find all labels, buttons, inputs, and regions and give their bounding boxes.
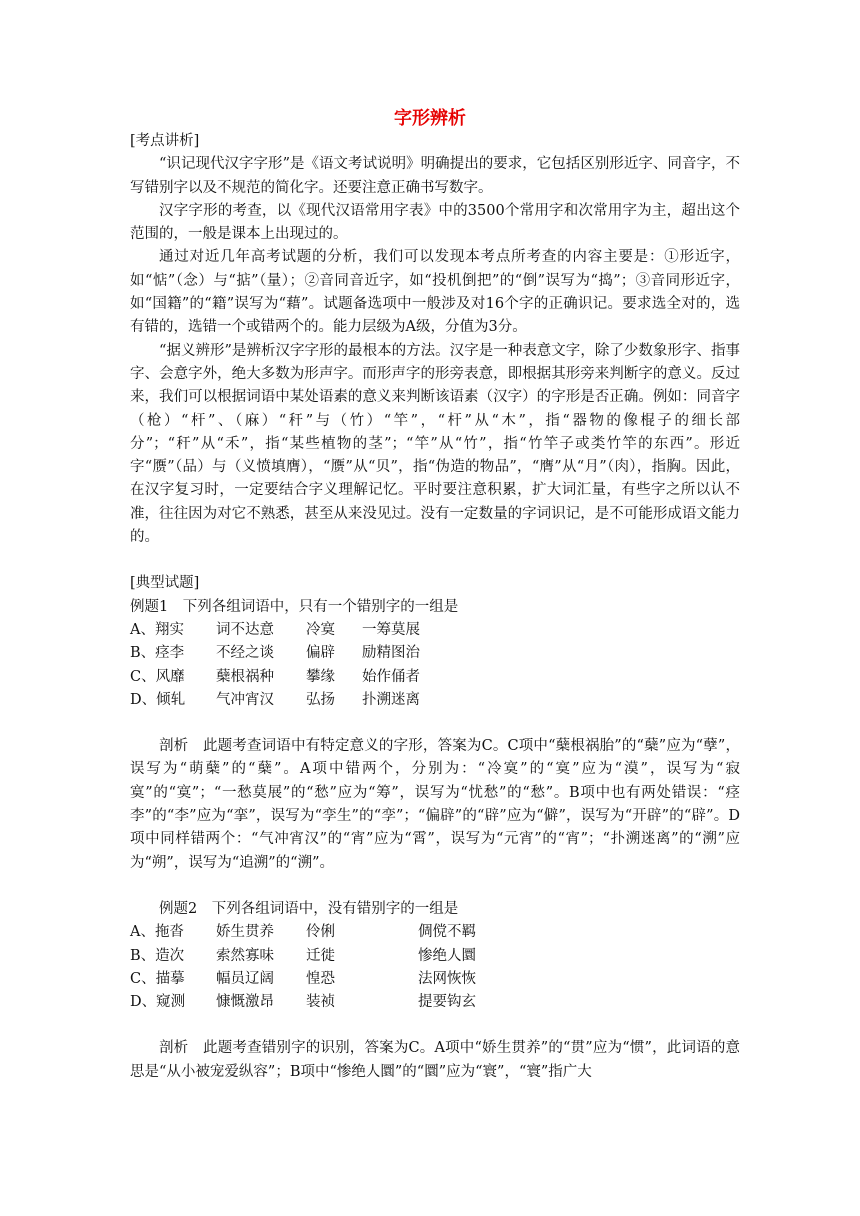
- option-cell: 惶恐: [306, 970, 335, 987]
- option-cell: 迁徙: [306, 947, 335, 964]
- example-1-analysis: 剖析 此题考查词语中有特定意义的字形，答案为C。C项中“蘖根祸胎”的“蘖”应为“孽”，误写为“萌蘖”的“蘖”。A项中错两个，分别为：“冷寞”的“寞”应为“漠”，误写为“寂寞”的“寞”；“一愁莫展”的“愁”应为“筹”，误写为“忧愁”的“愁”。B项中也有两处错误：“痉李”的“李”应为“挛”，误写为“孪生”的“孪”；“偏辟”的“辟”应为“僻”，误写为“开辟”的“辟”。D项中同样错两个：“气冲宵汉”的“宵”应为“霄”，误写为“元宵”的“宵”；“扑溯迷离”的“溯”应为“朔”，误写为“追溯”的“溯”。: [130, 738, 740, 871]
- option-cell: 扑溯迷离: [362, 691, 420, 708]
- paragraph: 汉字字形的考查，以《现代汉语常用字表》中的3500个常用字和次常用字为主，超出这个范围的，一般是课本上出现过的。: [130, 202, 740, 243]
- paragraph: “据义辨形”是辨析汉字字形的最根本的方法。汉字是一种表意文字，除了少数象形字、指事字、会意字外，绝大多数为形声字。而形声字的形旁表意，即根据其形旁来判断字的意义。反过来，我们可以根据词语中某处语素的意义来判断该语素（汉字）的字形是否正确。例如：同音字（枪）“杆”、（麻）“秆”与（竹）“竿”，“杆”从“木”，指“器物的像棍子的细长部分”；“秆”从“禾”，指“某些植物的茎”；“竿”从“竹”，指“竹竿子或类竹竿的东西”。形近字“赝”（品）与（义愤填膺），“赝”从“贝”，指“伪造的物品”，“膺”从“月”（肉），指胸。因此，在汉字复习时，一定要结合字义理解记忆。平时要注意积累，扩大词汇量，有些字之所以认不准，往往因为对它不熟悉，甚至从来没见过。没有一定数量的字词识记，是不可能形成语文能力的。: [130, 342, 740, 546]
- option-cell: 惨绝人圜: [418, 947, 476, 964]
- option-cell: A、翔实: [130, 621, 184, 638]
- option-row: [130, 619, 740, 642]
- option-cell: 装祯: [306, 994, 335, 1011]
- option-cell: 娇生贯养: [216, 924, 274, 941]
- option-cell: 不经之谈: [216, 645, 274, 662]
- option-cell: 弘扬: [306, 691, 335, 708]
- option-cell: 索然寡味: [216, 947, 274, 964]
- section-heading-typical-questions: [典型试题]: [130, 575, 200, 592]
- option-row: [130, 689, 740, 712]
- option-cell: A、拖沓: [130, 924, 184, 941]
- section-heading-key-points: [考点讲析]: [130, 133, 200, 149]
- option-cell: 始作俑者: [362, 668, 420, 685]
- option-cell: D、窥测: [130, 994, 186, 1011]
- option-cell: 蘖根祸种: [216, 668, 274, 685]
- option-cell: 冷寞: [306, 621, 335, 638]
- page-title: 字形辨析: [394, 108, 466, 129]
- option-cell: 词不达意: [216, 621, 274, 638]
- option-row: [130, 921, 740, 944]
- option-cell: 法网恢恢: [418, 970, 476, 987]
- option-cell: C、描摹: [130, 970, 185, 987]
- option-cell: 偏辟: [306, 645, 335, 662]
- document-body: [130, 130, 740, 1084]
- option-cell: 气冲宵汉: [216, 691, 274, 708]
- option-cell: B、造次: [130, 947, 185, 964]
- option-cell: B、痉李: [130, 645, 185, 662]
- option-row: [130, 945, 740, 968]
- option-cell: 幅员辽阔: [216, 970, 274, 987]
- option-cell: 慷慨激昂: [216, 994, 274, 1011]
- option-row: [130, 642, 740, 665]
- option-row: [130, 991, 740, 1014]
- paragraph: “识记现代汉字字形”是《语文考试说明》明确提出的要求，它包括区别形近字、同音字，不写错别字以及不规范的简化字。还要注意正确书写数字。: [130, 156, 740, 196]
- option-row: [130, 666, 740, 689]
- option-cell: D、倾轧: [130, 691, 186, 708]
- option-cell: 倜傥不羁: [418, 924, 476, 941]
- option-cell: 攀缘: [306, 668, 335, 685]
- example-2-analysis: 剖析 此题考查错别字的识别，答案为C。A项中“娇生贯养”的“贯”应为“惯”，此词语的意思是“从小被宠爱纵容”；B项中“惨绝人圜”的“圜”应为“寰”，“寰”指广大: [130, 1040, 740, 1080]
- option-cell: C、风靡: [130, 668, 185, 685]
- example-2-question: 例题2 下列各组词语中，没有错别字的一组是: [159, 900, 459, 917]
- example-1-question: 例题1 下列各组词语中，只有一个错别字的一组是: [130, 598, 459, 615]
- paragraph: 通过对近几年高考试题的分析，我们可以发现本考点所考查的内容主要是：①形近字，如“惦”（念）与“掂”（量）；②音同音近字，如“投机倒把”的“倒”误写为“捣”；③音同形近字，如“国籍”的“籍”误写为“藉”。试题备选项中一般涉及对16个字的正确识记。要求选全对的，选有错的，选错一个或错两个的。能力层级为A级，分值为3分。: [130, 249, 740, 336]
- option-cell: 一筹莫展: [362, 621, 420, 638]
- option-row: [130, 968, 740, 991]
- option-cell: 伶俐: [306, 924, 335, 941]
- option-cell: 提要钩玄: [418, 994, 476, 1011]
- option-cell: 励精图治: [362, 645, 420, 662]
